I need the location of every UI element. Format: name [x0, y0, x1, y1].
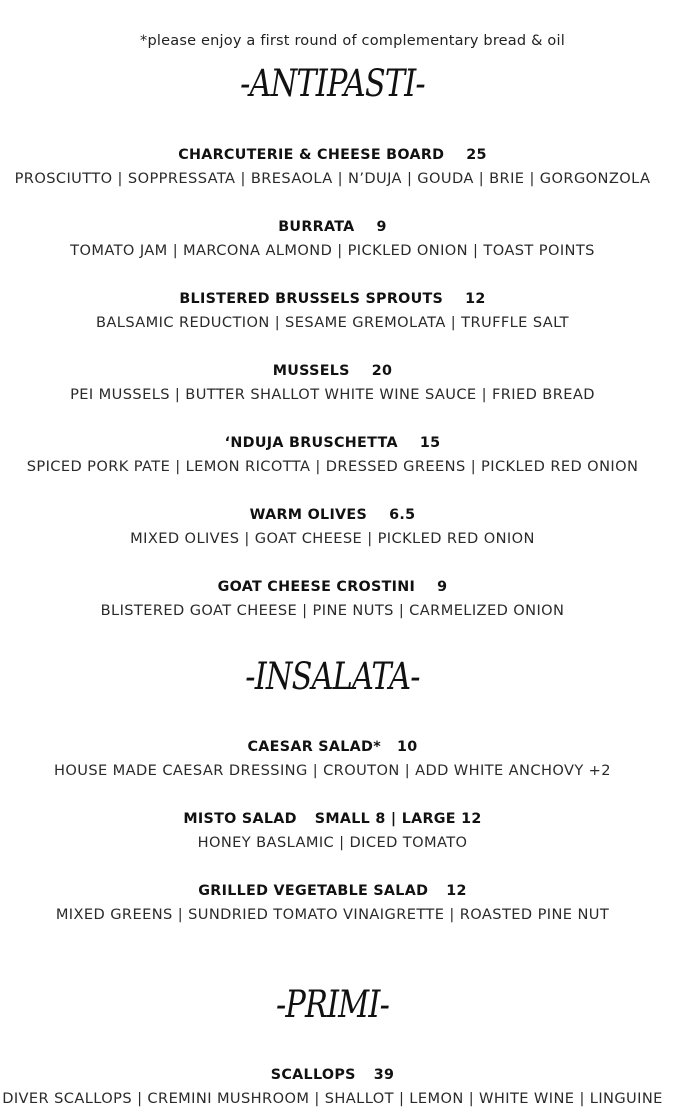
item-name: CHARCUTERIE & CHEESE BOARD — [178, 147, 445, 163]
item-name: CAESAR SALAD* — [247, 739, 381, 755]
section-heading-antipasti: -ANTIPASTI- — [240, 62, 425, 105]
menu-item — [0, 738, 665, 780]
item-price: 9 — [376, 219, 387, 235]
item-description: DIVER SCALLOPS | CREMINI MUSHROOM | SHALLOT | LEMON | WHITE WINE | LINGUINE — [2, 1090, 663, 1107]
item-price: 12 — [465, 291, 486, 307]
item-description: HOUSE MADE CAESAR DRESSING | CROUTON | ADD WHITE ANCHOVY +2 — [53, 762, 611, 779]
menu-item — [0, 810, 665, 852]
menu-item — [0, 1066, 665, 1108]
item-price: SMALL 8 | LARGE 12 — [314, 811, 482, 827]
menu-item — [0, 218, 665, 260]
section-heading-insalata: -INSALATA- — [245, 655, 420, 698]
item-description: MIXED GREENS | SUNDRIED TOMATO VINAIGRETTE | ROASTED PINE NUT — [55, 906, 610, 923]
item-name: SCALLOPS — [270, 1067, 356, 1083]
item-name: BLISTERED BRUSSELS SPROUTS — [179, 291, 444, 307]
item-price: 9 — [437, 579, 448, 595]
item-name: GRILLED VEGETABLE SALAD — [198, 883, 429, 899]
menu-item — [0, 146, 665, 188]
menu-item — [0, 882, 665, 924]
bread-note: *please enjoy a first round of complementary bread & oil — [140, 33, 565, 49]
item-description: MIXED OLIVES | GOAT CHEESE | PICKLED RED ONION — [130, 530, 535, 547]
item-name: BURRATA — [278, 219, 355, 235]
item-name: MISTO SALAD — [183, 811, 297, 827]
item-name: GOAT CHEESE CROSTINI — [217, 579, 416, 595]
menu-item — [0, 506, 665, 548]
section-heading-primi: -PRIMI- — [275, 983, 390, 1026]
item-description: HONEY BASLAMIC | DICED TOMATO — [197, 834, 468, 851]
menu-item — [0, 434, 665, 476]
item-price: 12 — [446, 883, 467, 899]
item-name: ‘NDUJA BRUSCHETTA — [224, 435, 398, 451]
item-description: PROSCIUTTO | SOPPRESSATA | BRESAOLA | N’DUJA | GOUDA | BRIE | GORGONZOLA — [14, 170, 651, 187]
item-price: 6.5 — [389, 507, 416, 523]
item-price: 15 — [419, 435, 441, 451]
item-name: MUSSELS — [272, 363, 350, 379]
item-price: 25 — [466, 147, 487, 163]
item-price: 10 — [396, 739, 418, 755]
item-price: 39 — [373, 1067, 395, 1083]
item-description: PEI MUSSELS | BUTTER SHALLOT WHITE WINE SAUCE | FRIED BREAD — [70, 386, 595, 403]
item-description: BALSAMIC REDUCTION | SESAME GREMOLATA | TRUFFLE SALT — [96, 314, 569, 331]
item-name: WARM OLIVES — [249, 507, 368, 523]
item-description: SPICED PORK PATE | LEMON RICOTTA | DRESSED GREENS | PICKLED RED ONION — [26, 458, 639, 475]
item-description: TOMATO JAM | MARCONA ALMOND | PICKLED ONION | TOAST POINTS — [70, 242, 595, 259]
menu-item — [0, 578, 665, 620]
item-description: BLISTERED GOAT CHEESE | PINE NUTS | CARMELIZED ONION — [100, 602, 565, 619]
menu-item — [0, 362, 665, 404]
menu-item — [0, 290, 665, 332]
item-price: 20 — [371, 363, 393, 379]
